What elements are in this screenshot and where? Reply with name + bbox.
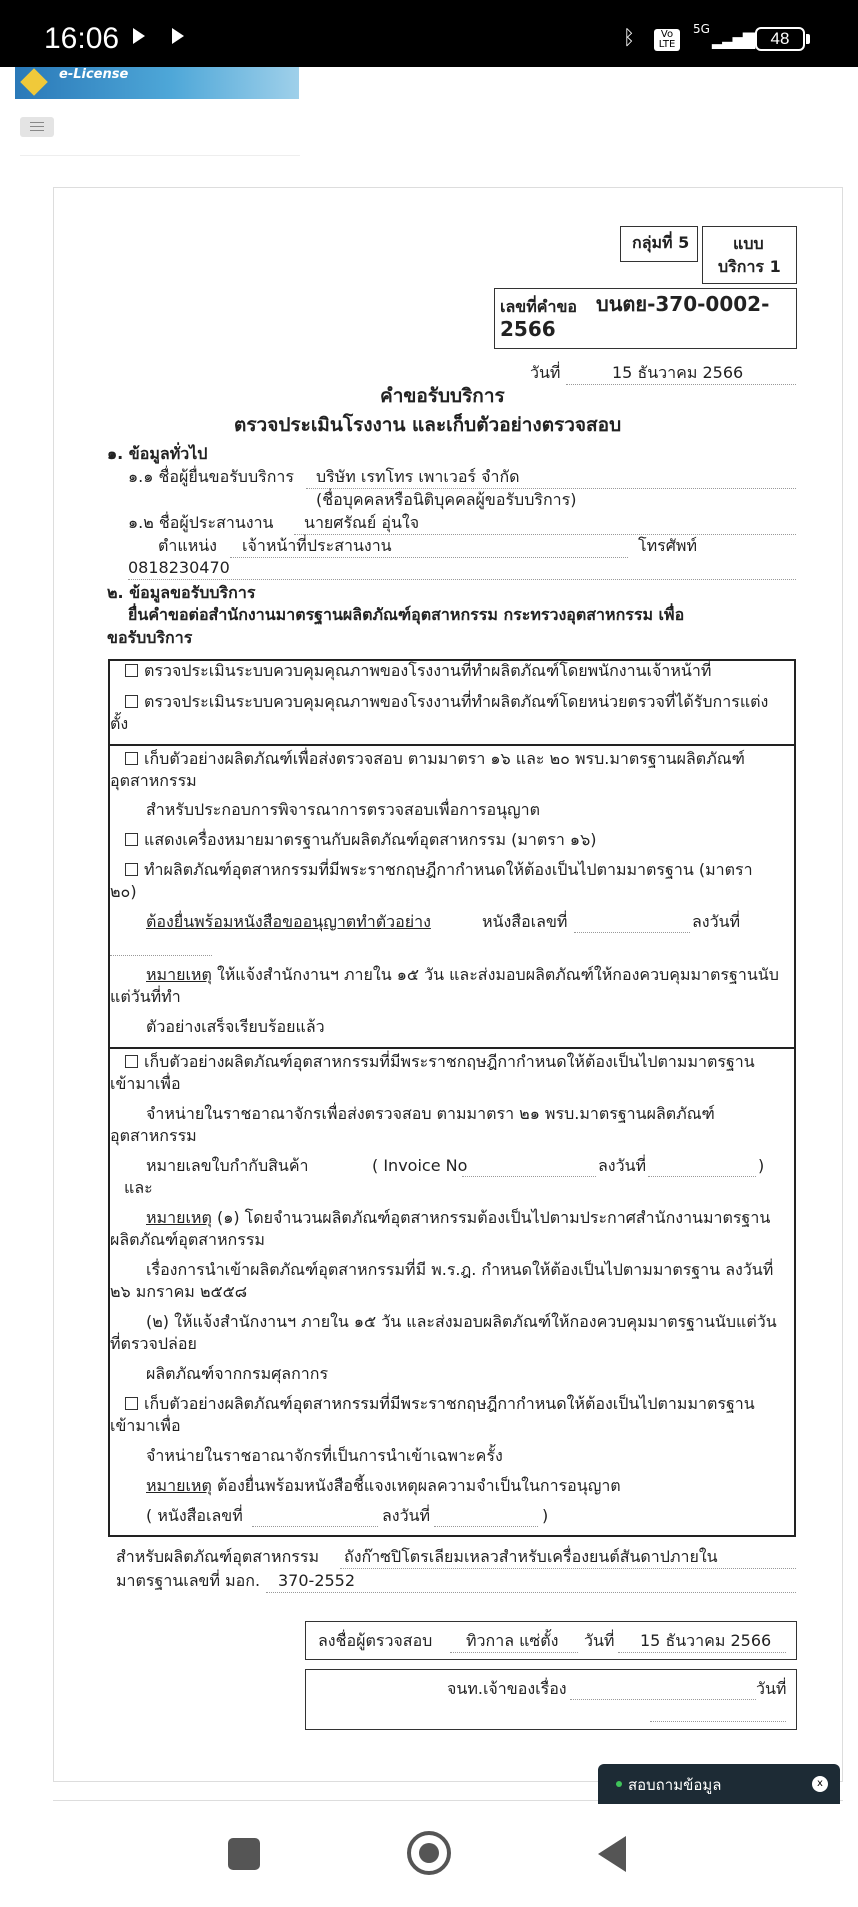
option-import-sample[interactable] (125, 1051, 755, 1073)
option-text: ตรวจประเมินระบบควบคุมคุณภาพของโรงงานที่ทำผลิตภัณฑ์โดยพนักงานเจ้าหน้าที่ (144, 661, 712, 680)
checkbox[interactable] (125, 752, 138, 765)
letter-date-field[interactable] (110, 934, 212, 956)
status-bar (0, 0, 858, 67)
option-text: ตัวอย่างเสร็จเรียบร้อยแล้ว (146, 1017, 325, 1036)
option-import-once[interactable] (125, 1393, 755, 1415)
checkbox[interactable] (125, 833, 138, 846)
option-text: จำหน่ายในราชอาณาจักรเพื่อส่งตรวจสอบ ตามมาตรา ๒๑ พรบ.มาตรฐานผลิตภัณฑ์ (146, 1104, 715, 1123)
coordinator-label: ๑.๒ ชื่อผู้ประสานงาน (128, 513, 274, 532)
position-value: เจ้าหน้าที่ประสานงาน (230, 535, 628, 558)
option-text-cont: ที่ตรวจปล่อย (110, 1334, 197, 1353)
date-value: 15 ธันวาคม 2566 (566, 362, 796, 385)
divider (108, 1047, 796, 1049)
form-subtitle: ตรวจประเมินโรงงาน และเก็บตัวอย่างตรวจสอบ (234, 414, 622, 436)
elicense-banner[interactable] (15, 67, 299, 99)
option-text-cont: ๒๖ มกราคม ๒๕๕๘ (110, 1282, 248, 1301)
media-play-icon (133, 28, 145, 44)
request-number-label: เลขที่คำขอ (500, 297, 577, 316)
phone-label: โทรศัพท์ (638, 536, 697, 555)
paren-close: ) (542, 1506, 549, 1525)
product-label: สำหรับผลิตภัณฑ์อุตสาหกรรม (116, 1547, 320, 1566)
section1-heading: ๑. ข้อมูลทั่วไป (107, 444, 208, 463)
option-text: เก็บตัวอย่างผลิตภัณฑ์อุตสาหกรรมที่มีพระราชกฤษฎีกากำหนดให้ต้องเป็นไปตามมาตรฐาน (144, 1394, 755, 1413)
checkbox[interactable] (125, 1397, 138, 1410)
home-button[interactable] (407, 1831, 451, 1875)
phone-value: 0818230470 (128, 557, 796, 580)
option-text-cont: เข้ามาเพื่อ (110, 1074, 181, 1093)
option-text: แสดงเครื่องหมายมาตรฐานกับผลิตภัณฑ์อุตสาหกรรม (มาตรา ๑๖) (144, 830, 597, 849)
option-text-cont: อุตสาหกรรม (110, 771, 197, 790)
coordinator-value: นายศรัณย์ อุ่นใจ (294, 512, 796, 535)
group-label: กลุ่มที่ 5 (632, 233, 690, 252)
invoice-date-field[interactable] (648, 1155, 756, 1177)
option-text: จำหน่ายในราชอาณาจักรที่เป็นการนำเข้าเฉพาะครั้ง (146, 1446, 503, 1465)
letter-no-label: หนังสือเลขที่ (482, 912, 568, 931)
and-text: และ (124, 1178, 153, 1197)
form-title: คำขอรับบริการ (380, 385, 505, 407)
form-type-line1: แบบ (733, 234, 764, 253)
section2-subtitle-2: ขอรับบริการ (107, 628, 193, 647)
close-icon[interactable]: x (812, 1776, 828, 1792)
remark-text: ให้แจ้งสำนักงานฯ ภายใน ๑๕ วัน และส่งมอบผลิตภัณฑ์ให้กองควบคุมมาตรฐานนับ (211, 965, 779, 984)
section2-heading: ๒. ข้อมูลขอรับบริการ (107, 583, 256, 602)
checkbox[interactable] (125, 695, 138, 708)
option-text: เก็บตัวอย่างผลิตภัณฑ์เพื่อส่งตรวจสอบ ตามมาตรา ๑๖ และ ๒๐ พรบ.มาตรฐานผลิตภัณฑ์ (144, 749, 745, 768)
network-type: 5G (693, 22, 710, 36)
inspector-label: ลงชื่อผู้ตรวจสอบ (318, 1631, 433, 1650)
form-type-line2: บริการ 1 (718, 257, 781, 276)
option-text-cont: แต่วันที่ทำ (110, 987, 181, 1006)
chat-label: สอบถามข้อมูล (628, 1776, 722, 1794)
sign-date-value: 15 ธันวาคม 2566 (618, 1630, 786, 1653)
remark-line (146, 1207, 770, 1229)
battery-tip (806, 34, 810, 44)
standard-value: 370-2552 (266, 1570, 796, 1593)
option-text-cont: ตั้ง (110, 714, 129, 733)
officer-field[interactable] (570, 1678, 756, 1700)
invoice-label: หมายเลขใบกำกับสินค้า (146, 1156, 309, 1175)
paren-close: ) (758, 1156, 765, 1175)
back-button[interactable] (598, 1836, 626, 1872)
invoice-date-label: ลงวันที่ (598, 1156, 647, 1175)
officer-label: จนท.เจ้าของเรื่อง (447, 1679, 567, 1698)
letter-no-field[interactable] (574, 911, 690, 933)
option-text: ผลิตภัณฑ์จากกรมศุลกากร (146, 1364, 329, 1383)
option-text-cont: ผลิตภัณฑ์อุตสาหกรรม (110, 1230, 265, 1249)
option-text-cont: ๒๐) (110, 882, 137, 901)
invoice-no-label: ( Invoice No (372, 1156, 468, 1175)
applicant-label: ๑.๑ ชื่อผู้ยื่นขอรับบริการ (128, 467, 294, 486)
sign-date-label: วันที่ (584, 1631, 615, 1650)
applicant-value: บริษัท เรทโทร เพาเวอร์ จำกัด (306, 466, 796, 489)
logo-icon (20, 68, 48, 96)
officer-date-field[interactable] (650, 1700, 786, 1722)
clock: 16:06 (44, 22, 120, 55)
banner-title: e-License (59, 67, 129, 82)
option-text-cont: อุตสาหกรรม (110, 1126, 197, 1145)
letter-date-label: ลงวันที่ (692, 912, 741, 931)
checkbox[interactable] (125, 863, 138, 876)
standard-label: มาตรฐานเลขที่ มอก. (116, 1571, 261, 1590)
letter-date-label: ลงวันที่ (382, 1506, 431, 1525)
divider (108, 744, 796, 746)
date-label: วันที่ (530, 363, 561, 382)
recent-apps-button[interactable] (228, 1838, 260, 1870)
option-text-cont: เข้ามาเพื่อ (110, 1416, 181, 1435)
request-number-value: บนตย-370-0002- (596, 292, 770, 316)
inspector-value: ทิวกาล แซ่ตั้ง (450, 1630, 578, 1653)
option-section20[interactable] (125, 859, 753, 881)
option-inspect-agency[interactable] (125, 691, 768, 713)
remark-label: หมายเหตุ (146, 965, 212, 984)
divider (20, 155, 300, 156)
section2-subtitle: ยื่นคำขอต่อสำนักงานมาตรฐานผลิตภัณฑ์อุตสาหกรรม กระทรวงอุตสาหกรรม เพื่อ (128, 605, 685, 624)
option-section16[interactable] (125, 829, 596, 851)
signal-icon: ▂▃▅▇ (712, 30, 754, 49)
option-text: เก็บตัวอย่างผลิตภัณฑ์อุตสาหกรรมที่มีพระราชกฤษฎีกากำหนดให้ต้องเป็นไปตามมาตรฐาน (144, 1052, 755, 1071)
menu-button[interactable] (20, 117, 54, 137)
remark-text: ต้องยื่นพร้อมหนังสือชี้แจงเหตุผลความจำเป็นในการอนุญาต (211, 1476, 621, 1495)
letter-no-field[interactable] (252, 1505, 378, 1527)
checkbox[interactable] (125, 664, 138, 677)
option-text: ทำผลิตภัณฑ์อุตสาหกรรมที่มีพระราชกฤษฎีกากำหนดให้ต้องเป็นไปตามมาตรฐาน (มาตรา (144, 860, 753, 879)
request-number-value-2: 2566 (500, 317, 556, 341)
option-text: ตรวจประเมินระบบควบคุมคุณภาพของโรงงานที่ทำผลิตภัณฑ์โดยหน่วยตรวจที่ได้รับการแต่ง (144, 692, 769, 711)
option-text: สำหรับประกอบการพิจารณาการตรวจสอบเพื่อการอนุญาต (146, 800, 541, 819)
product-value: ถังก๊าซปิโตรเลียมเหลวสำหรับเครื่องยนต์สันดาปภายใน (340, 1546, 796, 1569)
letter-no-label: ( หนังสือเลขที่ (146, 1506, 243, 1525)
letter-date-field[interactable] (434, 1505, 538, 1527)
option-text: (๒) ให้แจ้งสำนักงานฯ ภายใน ๑๕ วัน และส่งมอบผลิตภัณฑ์ให้กองควบคุมมาตรฐานนับแต่วัน (146, 1312, 777, 1331)
media-play-icon-2 (172, 28, 184, 44)
remark-line (146, 1475, 621, 1497)
remark-line (146, 964, 779, 986)
bluetooth-icon: ᛒ (623, 25, 635, 49)
applicant-note: (ชื่อบุคคลหรือนิติบุคคลผู้ขอรับบริการ) (316, 490, 577, 509)
remark-text: (๑) โดยจำนวนผลิตภัณฑ์อุตสาหกรรมต้องเป็นไปตามประกาศสำนักงานมาตรฐาน (211, 1208, 771, 1227)
checkbox[interactable] (125, 1055, 138, 1068)
chat-widget[interactable] (598, 1764, 840, 1804)
position-label: ตำแหน่ง (158, 536, 217, 555)
option-text: เรื่องการนำเข้าผลิตภัณฑ์อุตสาหกรรมที่มี พ.ร.ฎ. กำหนดให้ต้องเป็นไปตามมาตรฐาน ลงวันที่ (146, 1260, 774, 1279)
remark-label: หมายเหตุ (146, 1208, 212, 1227)
remark-label: หมายเหตุ (146, 1476, 212, 1495)
sample-permit-note: ต้องยื่นพร้อมหนังสือขออนุญาตทำตัวอย่าง (146, 912, 431, 931)
option-inspect-officer[interactable] (125, 660, 711, 682)
battery-icon: 48 (755, 27, 805, 51)
volte-icon: Vo LTE (654, 29, 680, 51)
option-sample-16-20[interactable] (125, 748, 745, 770)
invoice-no-field[interactable] (462, 1155, 596, 1177)
officer-date-label: วันที่ (756, 1679, 787, 1698)
online-dot (616, 1781, 622, 1787)
